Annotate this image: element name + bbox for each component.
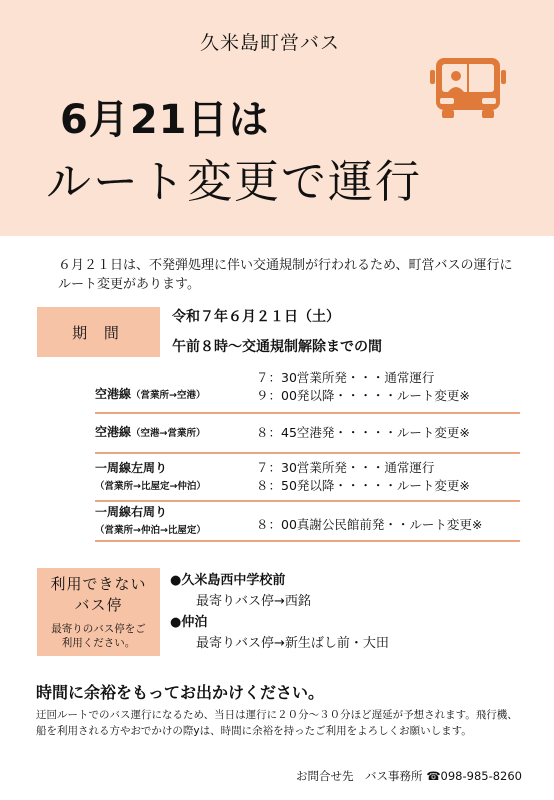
intro-text: ６月２１日は、不発弾処理に伴い交通規制が行われるため、町営バスの運行にルート変更があります。 bbox=[58, 258, 513, 292]
route-name: 空港線（空港→営業所） bbox=[95, 425, 206, 439]
title-date: 6月21日は bbox=[60, 97, 270, 143]
bus-icon bbox=[430, 54, 506, 120]
period-label bbox=[37, 307, 160, 357]
route-schedule: ８：45空港発・・・・・ルート変更※ bbox=[256, 425, 470, 440]
period-time: 午前８時～交通規制解除までの間 bbox=[172, 339, 382, 355]
route-schedule: ７：30営業所発・・・通常運行 bbox=[256, 460, 435, 475]
route-sub: （営業所→比屋定→仲泊） bbox=[95, 481, 206, 492]
route-schedule: ８：00真謝公民館前発・・ルート変更※ bbox=[256, 517, 483, 532]
period-label-text: 期 間 bbox=[72, 323, 125, 342]
header-banner bbox=[0, 0, 554, 236]
unavailable-title-bus-stop: バス停 bbox=[74, 596, 123, 614]
route-schedule: ９：00発以降・・・・・ルート変更※ bbox=[256, 388, 470, 403]
route-sub: （営業所→仲泊→比屋定） bbox=[95, 525, 206, 536]
stop-nearest: 最寄りバス停→西銘 bbox=[196, 594, 311, 609]
period-date: 令和７年６月２１日（土） bbox=[172, 309, 340, 325]
stop-name: ●久米島西中学校前 bbox=[170, 573, 286, 588]
contact-info: お問合せ先 バス事務所 ☎098-985-8260 bbox=[296, 769, 522, 783]
route-name: 一周線左周り （営業所→比屋定→仲泊） bbox=[95, 461, 206, 492]
organization-name: 久米島町営バス bbox=[200, 32, 341, 54]
route-row bbox=[95, 414, 520, 454]
route-sub: （営業所→空港） bbox=[131, 390, 206, 401]
notice-heading: 時間に余裕をもってお出かけください。 bbox=[36, 683, 325, 702]
route-schedule: ８：50発以降・・・・・ルート変更※ bbox=[256, 478, 470, 493]
detail-text: 迂回ルートでのバス運行になるため、当日は運行に２０分～３０分ほど遅延が予想されます。飛行機、船を利用される方やおでかけの際yは、時間に余裕を持ったご利用をよろしくお願いします。 bbox=[36, 709, 518, 737]
unavailable-stops-label bbox=[37, 568, 160, 656]
route-row bbox=[95, 454, 520, 502]
title-main: ルート変更で運行 bbox=[46, 155, 423, 208]
unavailable-note: 最寄りのバス停をご利用ください。 bbox=[51, 623, 146, 649]
route-sub: （空港→営業所） bbox=[131, 428, 206, 439]
route-schedule: ７：30営業所発・・・通常運行 bbox=[256, 370, 435, 385]
route-row bbox=[95, 502, 520, 542]
stop-name: ●仲泊 bbox=[170, 615, 208, 630]
route-row bbox=[95, 368, 520, 414]
unavailable-title: 利用できない bbox=[50, 575, 147, 593]
unavailable-stops-list bbox=[170, 570, 389, 654]
route-name: 空港線（営業所→空港） bbox=[95, 387, 206, 401]
route-name: 一周線右周り （営業所→仲泊→比屋定） bbox=[95, 505, 206, 536]
stop-nearest: 最寄りバス停→新生ばし前・大田 bbox=[196, 636, 389, 651]
